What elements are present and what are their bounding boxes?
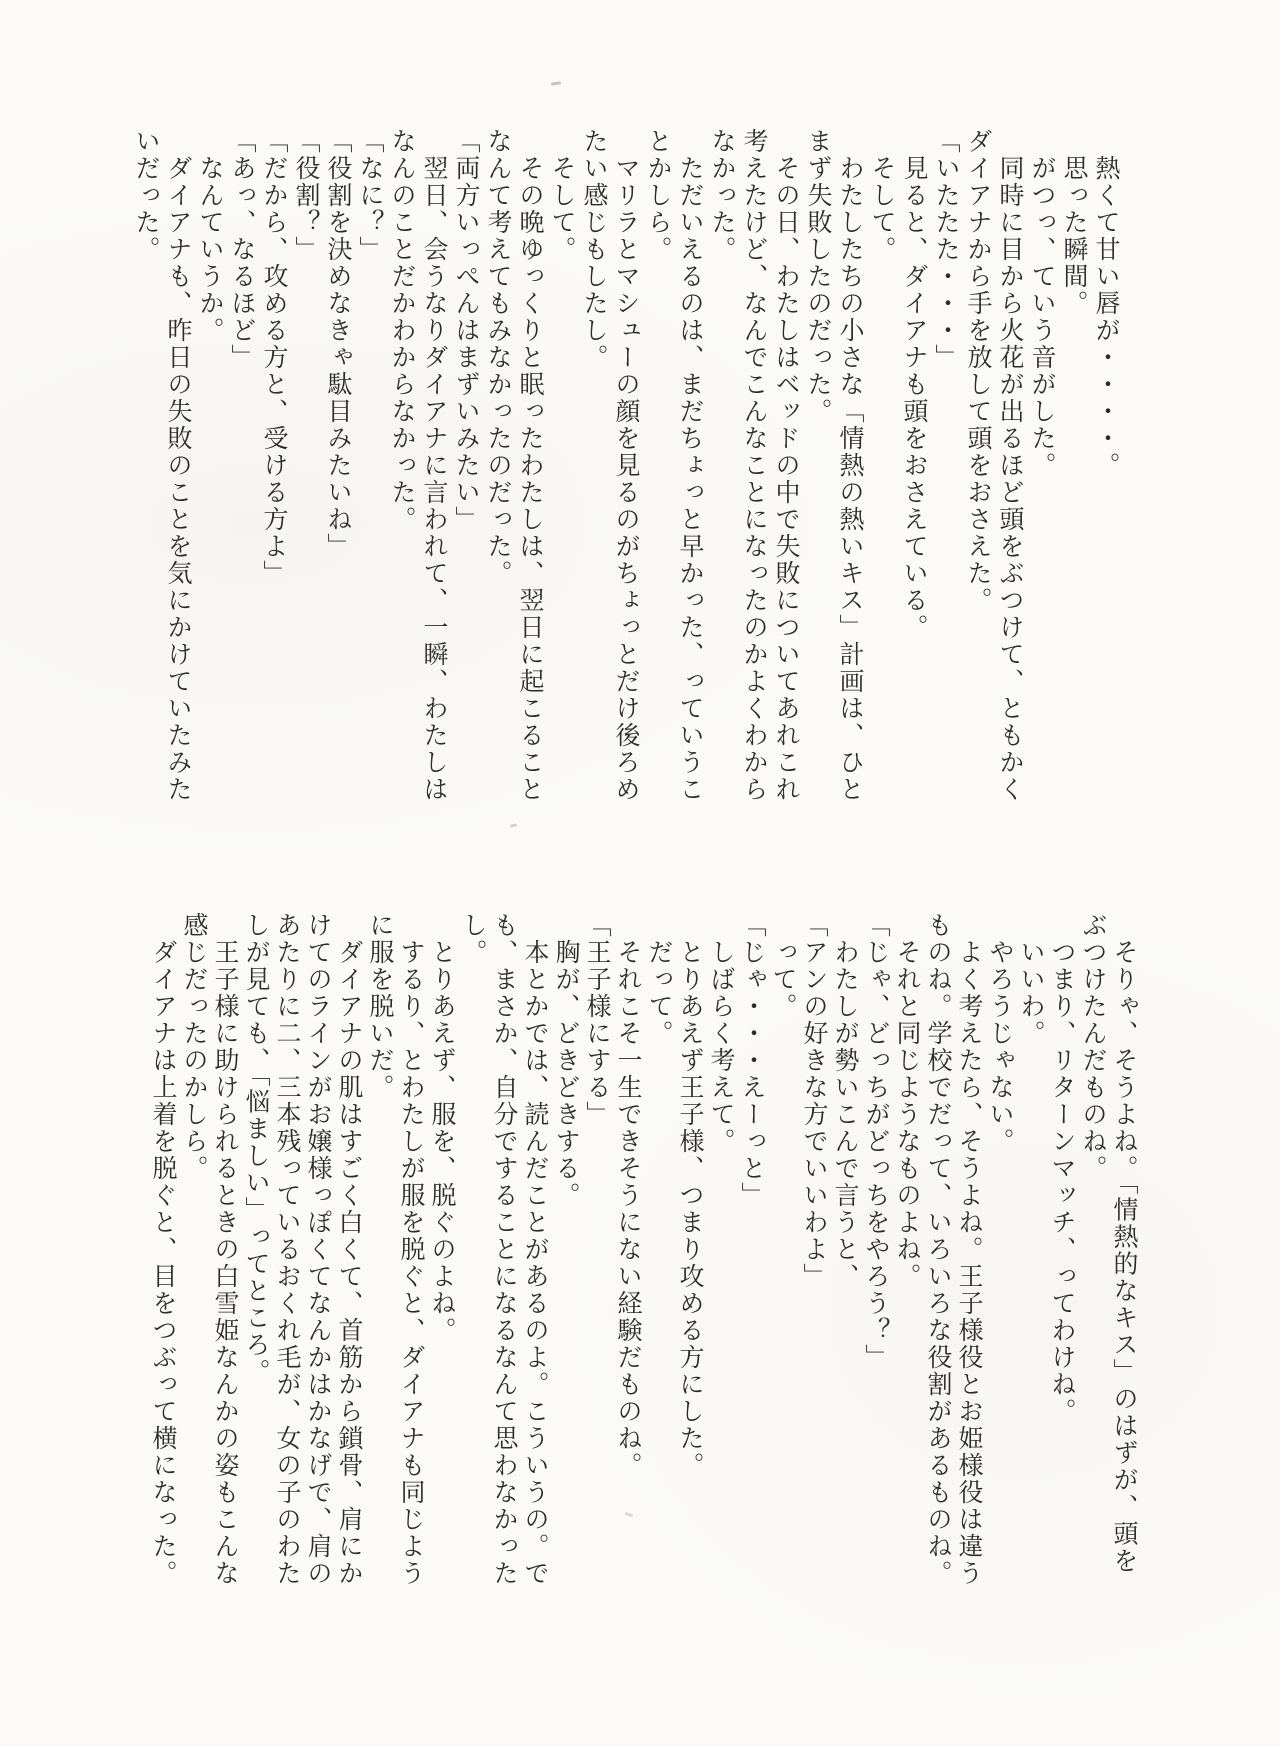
- text-line: 「両方いっぺんはまずいみたい」: [452, 128, 481, 533]
- text-line: やろうじゃない。: [986, 939, 1015, 1155]
- top-text-block: [130, 128, 1122, 828]
- text-line: たい感じもしたし。: [580, 128, 609, 371]
- text-line: 「いたたた・・・」: [932, 128, 961, 371]
- text-line: わたしが勢いこんで言うと、: [831, 939, 860, 1290]
- text-line: わたしたちの小さな「情熱の熱いキス」計画は、ひと: [836, 155, 865, 803]
- text-line: 胸が、どきどきする。: [552, 939, 581, 1209]
- text-line: 熱くて甘い唇が・・・・。: [1092, 155, 1121, 479]
- text-line: いだった。: [132, 128, 161, 263]
- text-line: 「じゃ・・・えーっと」: [738, 912, 767, 1209]
- text-line: も、まさか、自分ですることになるなんて思わなかった: [490, 912, 519, 1587]
- text-line: よく考えたら、そうよね。王子様役とお姫様役は違う: [955, 939, 984, 1587]
- text-line: し。: [459, 912, 488, 966]
- text-line: けてのラインがお嬢様っぽくてなんかはかなげで、肩の: [304, 912, 333, 1587]
- text-line: 「あっ、なるほど」: [228, 128, 257, 371]
- text-line: 本とかでは、読んだことがあるのよ。こういうの。で: [521, 939, 550, 1587]
- text-line: 「アンの好きな方でいいわよ」: [800, 912, 829, 1290]
- text-line: とりあえず王子様、つまり攻める方にした。: [676, 939, 705, 1479]
- text-line: ダイアナは上着を脱ぐと、目をつぶって横になった。: [149, 939, 178, 1587]
- text-line: 王子様に助けられるときの白雪姫なんかの姿もこんな: [211, 939, 240, 1587]
- text-line: って。: [769, 939, 798, 1020]
- text-line: いいわ。: [1017, 939, 1046, 1047]
- text-line: 見ると、ダイアナも頭をおさえている。: [900, 155, 929, 641]
- text-line: なんていうか。: [196, 155, 225, 344]
- text-line: 「王子様にする」: [583, 912, 612, 1128]
- text-line: つまり、リターンマッチ、ってわけね。: [1048, 939, 1077, 1425]
- text-line: まず失敗したのだった。: [804, 128, 833, 425]
- text-line: 「じゃ、どっちがどっちをやろう？」: [862, 912, 891, 1371]
- text-line: なんのことだかわからなかった。: [388, 128, 417, 533]
- text-line: そして。: [548, 155, 577, 263]
- text-line: ものね。学校でだって、いろいろな役割があるものね。: [924, 912, 953, 1587]
- text-line: 思った瞬間。: [1060, 155, 1089, 317]
- text-line: その日、わたしはベッドの中で失敗についてあれこれ: [772, 155, 801, 803]
- text-line: 翌日、会うなりダイアナに言われて、一瞬、わたしは: [420, 155, 449, 803]
- text-line: 「役割？」: [292, 128, 321, 263]
- text-line: だって。: [645, 939, 674, 1047]
- text-line: ただいえるのは、まだちょっと早かった、っていうこ: [676, 155, 705, 803]
- text-line: あたりに二、三本残っているおくれ毛が、女の子のわた: [273, 912, 302, 1587]
- bottom-text-block: [148, 912, 1140, 1612]
- text-line: なかった。: [708, 128, 737, 263]
- text-line: マリラとマシューの顔を見るのがちょっとだけ後ろめ: [612, 155, 641, 803]
- text-line: 同時に目から火花が出るほど頭をぶつけて、ともかく: [996, 155, 1025, 803]
- text-line: しばらく考えて。: [707, 939, 736, 1155]
- text-line: それこそ一生できそうにない経験だものね。: [614, 939, 643, 1479]
- text-line: なんて考えてもみなかったのだった。: [484, 128, 513, 587]
- text-line: しが見ても、「悩ましい」ってところ。: [242, 912, 271, 1386]
- text-line: ダイアナも、昨日の失敗のことを気にかけていたみた: [164, 155, 193, 803]
- text-line: に服を脱いだ。: [366, 912, 395, 1101]
- text-line: その晩ゆっくりと眠ったわたしは、翌日に起こること: [516, 155, 545, 803]
- text-line: ぶつけたんだものね。: [1079, 912, 1108, 1182]
- text-line: するり、とわたしが服を脱ぐと、ダイアナも同じよう: [397, 939, 426, 1587]
- text-line: とかしら。: [644, 128, 673, 263]
- text-line: ダイアナから手を放して頭をおさえた。: [964, 128, 993, 614]
- text-line: がつっ、ていう音がした。: [1028, 155, 1057, 479]
- text-line: それと同じようなものよね。: [893, 939, 922, 1290]
- text-line: ダイアナの肌はすごく白くて、首筋から鎖骨、肩にか: [335, 939, 364, 1587]
- text-line: とりあえず、服を、脱ぐのよね。: [428, 939, 457, 1344]
- scan-artifact: [551, 81, 561, 85]
- text-line: 感じだったのかしら。: [180, 912, 209, 1182]
- text-line: そりゃ、そうよね。「情熱的なキス」のはずが、頭を: [1110, 939, 1139, 1575]
- text-line: 「役割を決めなきゃ駄目みたいね」: [324, 128, 353, 560]
- text-line: 「だから、攻める方と、受ける方よ」: [260, 128, 289, 587]
- text-line: 考えたけど、なんでこんなことになったのかよくわから: [740, 128, 769, 803]
- text-line: 「なに？」: [356, 128, 385, 263]
- text-line: そして。: [868, 155, 897, 263]
